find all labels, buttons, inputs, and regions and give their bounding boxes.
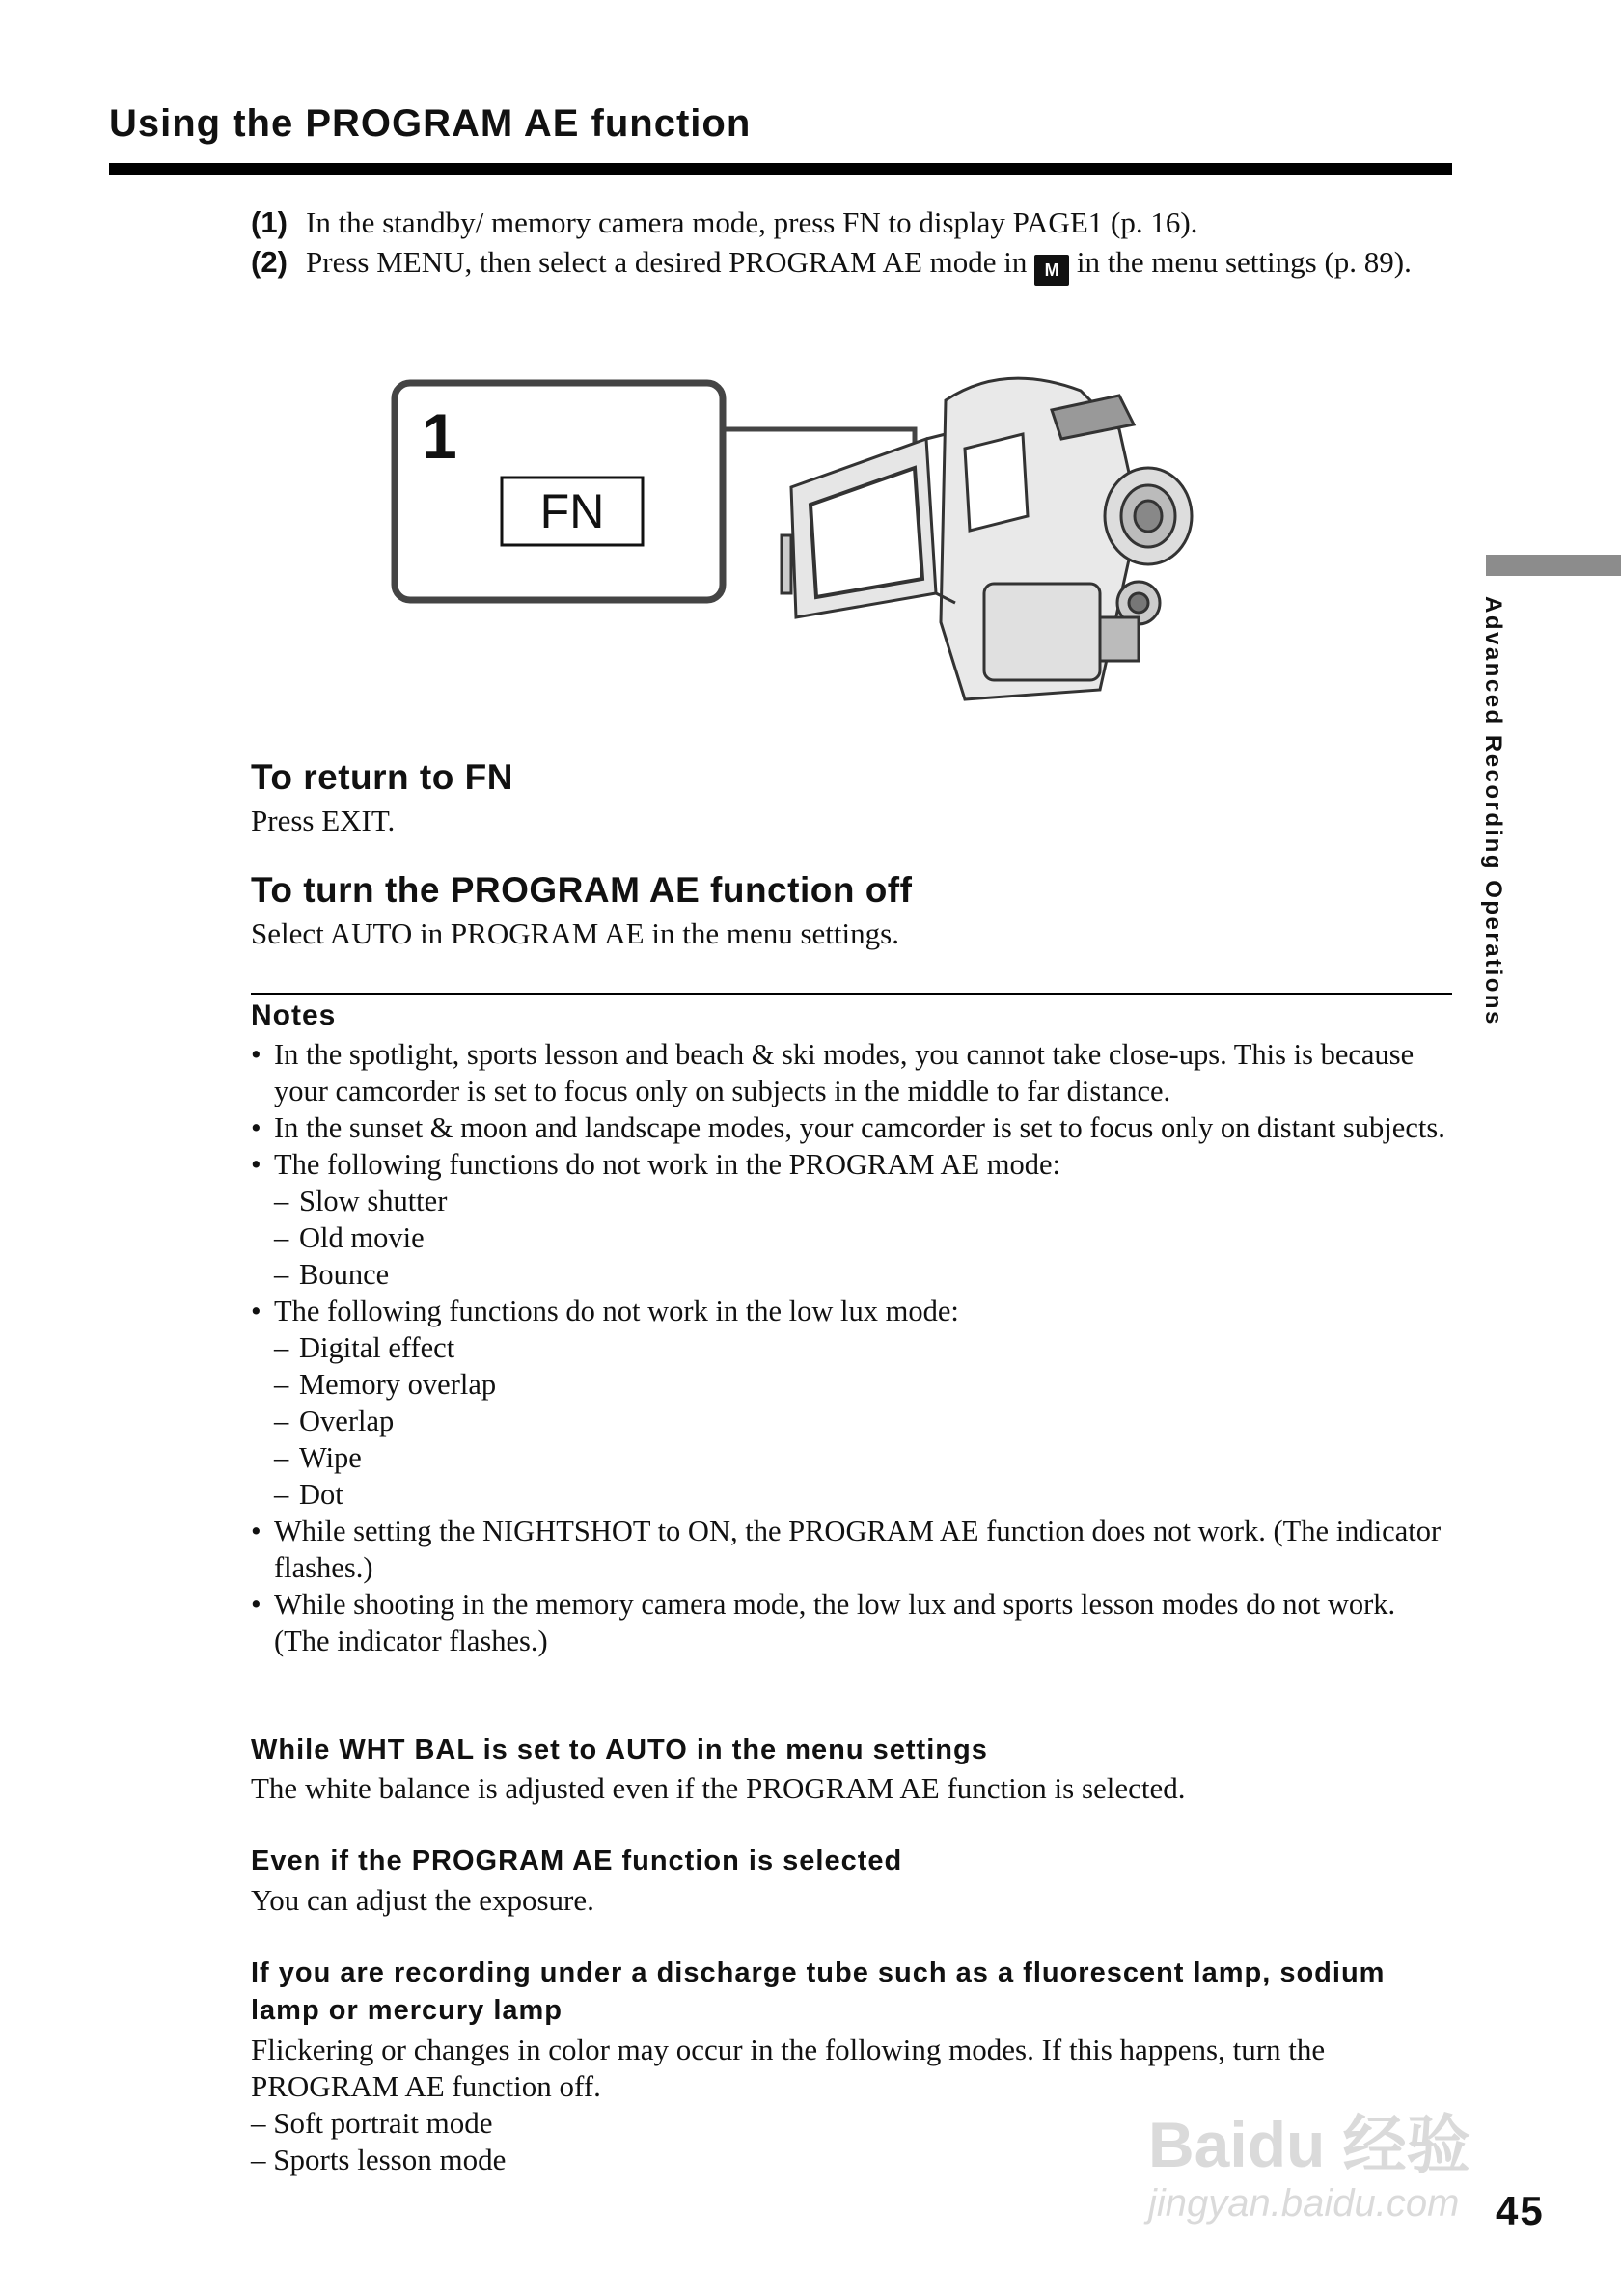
turn-off-body: Select AUTO in PROGRAM AE in the menu settings.: [251, 916, 899, 950]
step-1: [251, 203, 1452, 242]
note-subitem: – Slow shutter: [251, 1183, 1457, 1219]
exposure-body: You can adjust the exposure.: [251, 1883, 594, 1917]
notes-rule: [251, 993, 1452, 995]
note-item: • In the sunset & moon and landscape modes, your camcorder is set to focus only on distant subjects.: [251, 1109, 1457, 1146]
step-1-number: (1): [251, 205, 288, 239]
callout-step-number: 1: [422, 400, 457, 472]
turn-off-heading: To turn the PROGRAM AE function off: [251, 870, 913, 910]
step-2-text-before: Press MENU, then select a desired PROGRAM AE mode in: [306, 245, 1028, 279]
notes-heading: Notes: [251, 999, 337, 1031]
step-2: [251, 242, 1452, 286]
note-subitem: – Dot: [251, 1476, 1457, 1513]
page-number: 45: [1496, 2188, 1545, 2233]
note-subitem: – Bounce: [251, 1256, 1457, 1293]
page-title: Using the PROGRAM AE function: [109, 102, 752, 145]
note-subitem: – Overlap: [251, 1403, 1457, 1439]
note-subitem: – Old movie: [251, 1219, 1457, 1256]
discharge-body: Flickering or changes in color may occur in the following modes. If this happens, turn the PROGRAM AE function off.: [251, 2033, 1326, 2103]
wht-bal-heading: While WHT BAL is set to AUTO in the menu settings: [251, 1735, 988, 1765]
note-item: • The following functions do not work in the PROGRAM AE mode:: [251, 1146, 1457, 1183]
discharge-heading: If you are recording under a discharge tube such as a fluorescent lamp, sodium lamp or mercury lamp: [251, 1957, 1386, 2026]
discharge-mode-item: – Sports lesson mode: [251, 2143, 507, 2176]
watermark-logo: Baidu 经验: [1148, 2109, 1470, 2180]
note-item: • The following functions do not work in the low lux mode:: [251, 1293, 1457, 1329]
fn-button-label: FN: [539, 484, 605, 538]
note-subitem: – Wipe: [251, 1439, 1457, 1476]
camcorder-illustration: [386, 371, 1254, 738]
step-1-text: In the standby/ memory camera mode, press FN to display PAGE1 (p. 16).: [306, 205, 1198, 239]
note-subitem: – Digital effect: [251, 1329, 1457, 1366]
camcorder-lcd-icon: [386, 371, 1254, 738]
camcorder-body: [782, 378, 1192, 699]
watermark-url: jingyan.baidu.com: [1148, 2182, 1460, 2225]
manual-menu-icon: M: [1034, 255, 1069, 286]
note-item: • While shooting in the memory camera mode, the low lux and sports lesson modes do not work. (The indicator flashes.): [251, 1586, 1457, 1659]
note-item: • While setting the NIGHTSHOT to ON, the PROGRAM AE function does not work. (The indicator flashes.): [251, 1513, 1457, 1586]
step-2-number: (2): [251, 245, 288, 279]
return-fn-heading: To return to FN: [251, 757, 513, 797]
exposure-heading: Even if the PROGRAM AE function is selected: [251, 1845, 903, 1876]
discharge-mode-item: – Soft portrait mode: [251, 2106, 493, 2140]
return-fn-body: Press EXIT.: [251, 804, 396, 837]
step-2-text: [306, 242, 1452, 286]
title-rule: [109, 163, 1452, 175]
notes-list: [251, 1036, 1457, 1659]
side-section-label: Advanced Recording Operations: [1480, 596, 1506, 1026]
wht-bal-body: The white balance is adjusted even if the PROGRAM AE function is selected.: [251, 1771, 1186, 1805]
step-2-text-after: in the menu settings (p. 89).: [1076, 245, 1412, 279]
note-subitem: – Memory overlap: [251, 1366, 1457, 1403]
side-tab-marker: [1486, 555, 1621, 576]
note-item: • In the spotlight, sports lesson and beach & ski modes, you cannot take close-ups. This is because your camcorder is set to focus only on subjects in the middle to far distance.: [251, 1036, 1457, 1109]
